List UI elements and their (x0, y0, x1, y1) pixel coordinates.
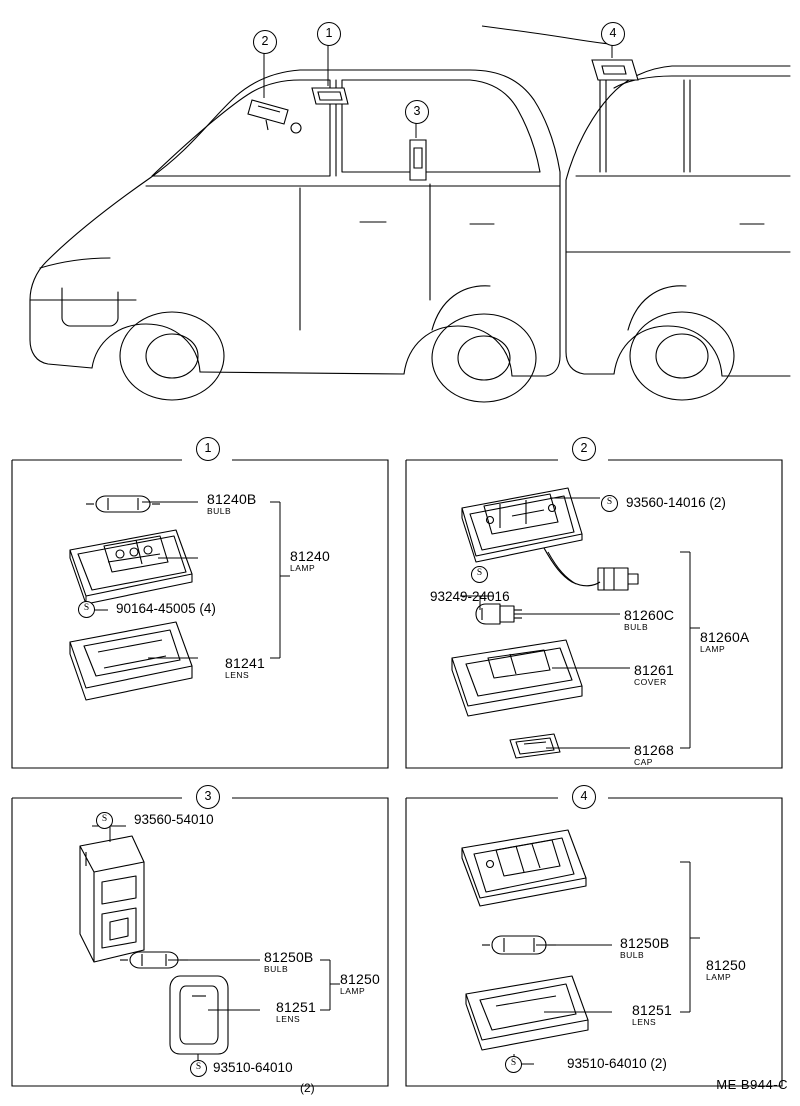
panel-1-number: 1 (196, 437, 220, 461)
part-81250B-label-p3: 81250B BULB (264, 949, 314, 974)
callout-3: 3 (405, 100, 429, 124)
part-81240-label: 81240 LAMP (290, 548, 330, 573)
part-93510-64010-label-p4: 93510-64010 (2) (567, 1056, 667, 1071)
part-93510-64010-qty-p3: (2) (300, 1081, 315, 1095)
panel-4-number: 4 (572, 785, 596, 809)
screw-marker-93560-54010: S (96, 812, 113, 829)
part-81260C-label: 81260C BULB (624, 607, 675, 632)
part-81241-label: 81241 LENS (225, 655, 265, 680)
panel-3-art (8, 800, 396, 1090)
callout-1: 1 (317, 22, 341, 46)
part-81251-label-p4: 81251 LENS (632, 1002, 672, 1027)
part-90164-45005-label: 90164-45005 (4) (116, 601, 216, 616)
screw-marker-93510-64010-p4: S (505, 1056, 522, 1073)
part-81261-label: 81261 COVER (634, 662, 674, 687)
part-81260A-label: 81260A LAMP (700, 629, 750, 654)
panel-1-art (8, 462, 396, 792)
panel-2-number: 2 (572, 437, 596, 461)
part-81250-label-p4: 81250 LAMP (706, 957, 746, 982)
callout-4: 4 (601, 22, 625, 46)
part-81251-label-p3: 81251 LENS (276, 999, 316, 1024)
panel-2-art (404, 462, 784, 792)
screw-marker-90164: S (78, 601, 95, 618)
vehicle-illustration (0, 0, 800, 430)
part-81240B-label: 81240B BULB (207, 491, 257, 516)
panel-3-number: 3 (196, 785, 220, 809)
screw-marker-93510-64010-p3: S (190, 1060, 207, 1077)
part-93510-64010-label-p3: 93510-64010 (213, 1060, 293, 1075)
panel-4-art (404, 800, 784, 1090)
part-93249-24016-label: 93249-24016 (430, 589, 510, 604)
callout-2: 2 (253, 30, 277, 54)
screw-marker-93249-24016: S (471, 566, 488, 583)
part-81250-label-p3: 81250 LAMP (340, 971, 380, 996)
part-81250B-label-p4: 81250B BULB (620, 935, 670, 960)
screw-marker-93560-14016: S (601, 495, 618, 512)
part-93560-14016-label: 93560-14016 (2) (626, 495, 726, 510)
part-81268-label: 81268 CAP (634, 742, 674, 767)
part-93560-54010-label: 93560-54010 (134, 812, 214, 827)
drawing-code: ME B944-C (716, 1077, 788, 1092)
